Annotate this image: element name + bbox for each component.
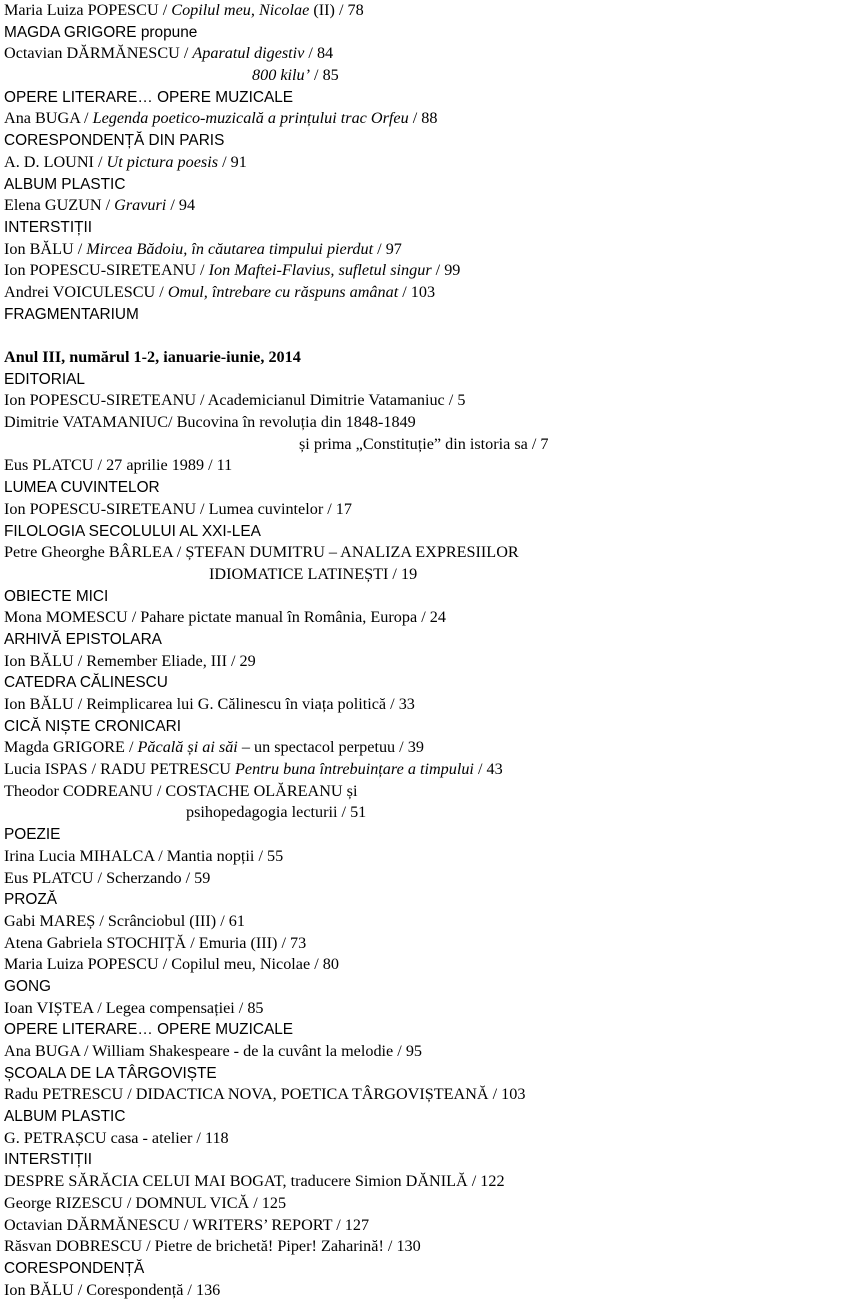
section-heading: OPERE LITERARE… OPERE MUZICALE: [4, 88, 294, 106]
entry-title: Omul, întrebare cu răspuns amânat: [167, 282, 399, 301]
toc-entry: [4, 737, 842, 759]
entry-tail: / 88: [408, 109, 438, 128]
entry-title: Mircea Bădoiu, în căutarea timpului pierdut: [86, 239, 374, 258]
toc-entry: George RIZESCU / DOMNUL VICĂ / 125: [4, 1193, 287, 1212]
toc-entry-continuation: IDIOMATICE LATINEȘTI / 19: [209, 564, 418, 583]
toc-entry: Ana BUGA / William Shakespeare - de la cuvânt la melodie / 95: [4, 1042, 423, 1060]
toc-entry: Dimitrie VATAMANIUC/ Bucovina în revoluția din 1848-1849: [4, 413, 416, 432]
entry-tail: / 103: [398, 282, 436, 301]
toc-entry: [4, 43, 842, 65]
section-heading: OBIECTE MICI: [4, 587, 109, 605]
toc-entry: DESPRE SĂRĂCIA CELUI MAI BOGAT, traducere Simion DĂNILĂ / 122: [4, 1172, 505, 1191]
entry-author: Ana BUGA /: [4, 109, 93, 128]
entry-title: Păcală și ai săi: [137, 738, 238, 757]
section-heading: GONG: [4, 977, 52, 995]
toc-entry-continuation: psihopedagogia lecturii / 51: [186, 803, 367, 822]
toc-entry: [4, 108, 842, 130]
section-heading: ARHIVĂ EPISTOLARA: [4, 630, 162, 648]
entry-author: Lucia ISPAS / RADU PETRESCU: [4, 760, 236, 779]
section-heading: INTERSTIȚII: [4, 218, 93, 236]
section-heading: LUMEA CUVINTELOR: [4, 479, 160, 497]
toc-entry-continuation: [4, 65, 842, 87]
entry-title: Ion Maftei-Flavius, sufletul singur: [208, 261, 432, 280]
section-heading: PROZĂ: [4, 891, 58, 909]
entry-author: Andrei VOICULESCU /: [4, 282, 168, 301]
section-heading: FRAGMENTARIUM: [4, 305, 139, 323]
section-heading: ALBUM PLASTIC: [4, 175, 126, 193]
section-heading: OPERE LITERARE… OPERE MUZICALE: [4, 1021, 294, 1039]
entry-title: Copilul meu, Nicolae: [171, 1, 310, 19]
entry-author: Magda GRIGORE /: [4, 738, 138, 757]
toc-entry: G. PETRAȘCU casa - atelier / 118: [4, 1128, 229, 1147]
entry-title: Pentru buna întrebuințare a timpului: [235, 760, 474, 779]
section-heading: ALBUM PLASTIC: [4, 1108, 126, 1126]
entry-tail: (II) / 78: [309, 1, 364, 19]
section-heading: CICĂ NIȘTE CRONICARI: [4, 717, 182, 735]
toc-entry: Atena Gabriela STOCHIȚĂ / Emuria (III) / 73: [4, 933, 307, 952]
toc-entry: [4, 282, 842, 304]
toc-entry: [4, 0, 842, 22]
toc-entry: Eus PLATCU / 27 aprilie 1989 / 11: [4, 456, 233, 475]
toc-entry: Theodor CODREANU / COSTACHE OLĂREANU și: [4, 781, 358, 800]
toc-entry: Ioan VIȘTEA / Legea compensației / 85: [4, 998, 264, 1017]
entry-author: Maria Luiza POPESCU /: [4, 1, 172, 19]
toc-entry: Petre Gheorghe BÂRLEA / ȘTEFAN DUMITRU – ANALIZA EXPRESIILOR: [4, 543, 519, 562]
section-heading: CORESPONDENȚĂ: [4, 1259, 145, 1277]
toc-entry: Irina Lucia MIHALCA / Mantia nopții / 55: [4, 846, 284, 865]
entry-tail: / 85: [310, 66, 339, 85]
entry-tail: / 99: [431, 261, 461, 280]
toc-entry: Gabi MAREȘ / Scrânciobul (III) / 61: [4, 911, 245, 930]
entry-tail: / 84: [304, 44, 334, 63]
section-heading: ȘCOALA DE LA TÂRGOVIȘTE: [4, 1064, 217, 1082]
toc-entry: Ion BĂLU / Corespondență / 136: [4, 1280, 221, 1299]
section-heading: CATEDRA CĂLINESCU: [4, 674, 168, 692]
spacer: [4, 325, 842, 347]
section-heading: MAGDA GRIGORE propune: [4, 23, 198, 41]
entry-title: Gravuri: [114, 196, 167, 215]
toc-entry-continuation: și prima „Constituție” din istoria sa / 7: [299, 434, 549, 453]
toc-entry: [4, 195, 842, 217]
entry-tail: / 94: [166, 196, 196, 215]
entry-title: Aparatul digestiv: [192, 44, 305, 63]
toc-entry: Eus PLATCU / Scherzando / 59: [4, 868, 211, 887]
entry-author: Ion POPESCU-SIRETEANU /: [4, 261, 209, 280]
toc-entry: Ion POPESCU-SIRETEANU / Academicianul Dimitrie Vatamaniuc / 5: [4, 391, 466, 410]
entry-tail: / 43: [473, 760, 503, 779]
toc-entry: [4, 152, 842, 174]
entry-tail: / 97: [373, 239, 402, 258]
toc-entry: Mona MOMESCU / Pahare pictate manual în România, Europa / 24: [4, 608, 446, 627]
current-issue-contents: [4, 369, 842, 1302]
toc-entry: [4, 260, 842, 282]
issue-title: Anul III, numărul 1-2, ianuarie-iunie, 2014: [4, 348, 301, 366]
entry-title: Legenda poetico-muzicală a prințului trac Orfeu: [92, 109, 409, 128]
entry-author: A. D. LOUNI /: [4, 152, 107, 171]
toc-entry: [4, 239, 842, 261]
toc-entry: Ion POPESCU-SIRETEANU / Lumea cuvintelor / 17: [4, 499, 352, 518]
entry-tail: – un spectacol perpetuu / 39: [237, 738, 424, 757]
toc-entry: Ion BĂLU / Reimplicarea lui G. Călinescu în viața politică / 33: [4, 695, 415, 713]
previous-issue-contents: [4, 0, 842, 325]
toc-entry: Ion BĂLU / Remember Eliade, III / 29: [4, 651, 256, 670]
toc-entry: Octavian DĂRMĂNESCU / WRITERS’ REPORT / 127: [4, 1215, 370, 1234]
entry-author: Octavian DĂRMĂNESCU /: [4, 44, 193, 63]
entry-author: Elena GUZUN /: [4, 196, 115, 215]
section-heading: FILOLOGIA SECOLULUI AL XXI-LEA: [4, 522, 261, 540]
entry-cont-title: 800 kilu’: [252, 66, 310, 85]
entry-author: Ion BĂLU /: [4, 239, 87, 258]
entry-title: Ut pictura poesis: [106, 152, 219, 171]
table-of-contents: [4, 0, 842, 1301]
toc-entry: Maria Luiza POPESCU / Copilul meu, Nicolae / 80: [4, 955, 339, 974]
toc-entry: Radu PETRESCU / DIDACTICA NOVA, POETICA TÂRGOVIȘTEANĂ / 103: [4, 1085, 526, 1104]
section-heading: EDITORIAL: [4, 370, 85, 388]
toc-entry: Răsvan DOBRESCU / Pietre de brichetă! Piper! Zaharină! / 130: [4, 1237, 421, 1256]
toc-entry: [4, 759, 842, 781]
section-heading: CORESPONDENȚĂ DIN PARIS: [4, 132, 225, 150]
section-heading: INTERSTIȚII: [4, 1151, 93, 1169]
entry-tail: / 91: [218, 152, 247, 171]
section-heading: POEZIE: [4, 826, 61, 844]
